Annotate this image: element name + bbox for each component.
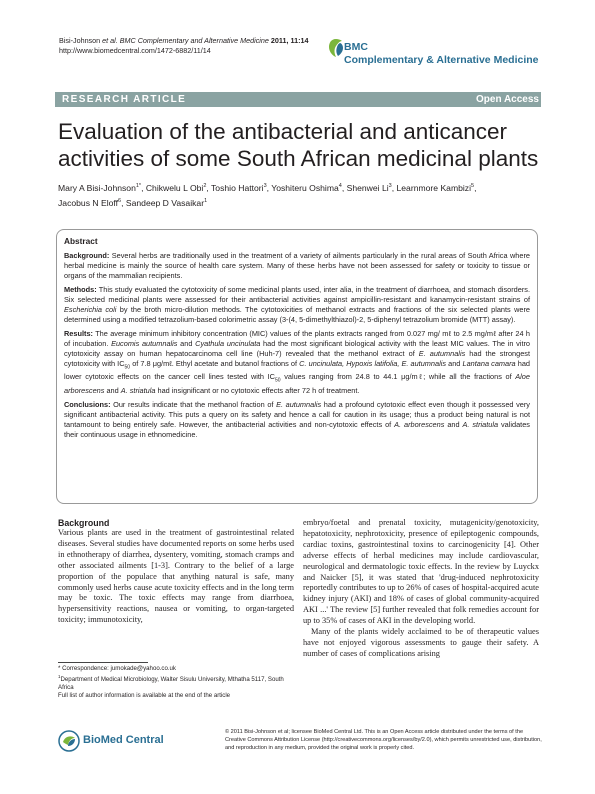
abstract-background: Background: Several herbs are traditionally used in the treatment of a variety of ailments particularly in the rural areas of South Africa where herbal medicine is mainly the source of health care system. Many of these herbs have not been assessed for safety or toxicity to tissue or organs of the mammalian recipients. [64, 251, 530, 280]
journal-name: Complementary & Alternative Medicine [344, 54, 539, 66]
author[interactable]: Toshio Hattori$^3$ [211, 182, 267, 193]
author[interactable]: Chikwelu L Obi$^2$ [145, 182, 207, 193]
citation-header [59, 36, 308, 56]
author-line-1: Mary A Bisi-Johnson$^{1*}$, Chikwelu L Obi$^2$, Toshio Hattori$^3$, Yoshiteru Oshima$^4$, Shenwei Li$^3$, Learnmore Kambizi$^5$, [58, 182, 477, 193]
author-line-2: Jacobus N Eloff$^6$, Sandeep D Vasaikar$^1$ [58, 197, 208, 208]
section-label: RESEARCH ARTICLE [62, 94, 187, 105]
author[interactable]: Shenwei Li$^3$ [346, 182, 392, 193]
license-text: © 2011 Bisi-Johnson et al; licensee BioMed Central Ltd. This is an Open Access article distributed under the terms of the Creative Commons Attribution License (http://creativecommons.org/licenses/by/2.0), which permits unrestricted use, distribution, and reproduction in any medium, provided the original work is properly cited. [225, 729, 542, 751]
citation-volume: 2011, 11:14 [268, 36, 309, 45]
body-right-column [303, 518, 539, 660]
author[interactable]: Yoshiteru Oshima$^4$ [271, 182, 342, 193]
abstract-heading: Abstract [64, 236, 98, 246]
body-paragraph: embryo/foetal and prenatal toxicity, mutagenicity/genotoxicity, hepatotoxicity, nephrotoxicity, presence of epileptogenic compounds, cardiac toxins, gastrointestinal toxins to carcinogenicity [4]. Other adverse effects of herbal medicines may include cardiovascular, neurological and dermatologic toxic effects. In the review by Luyckx and Naicker [5], it was stated that 'drug-induced nephrotoxicity reportedly contributes to up to 26% of cases of hospital-acquired acute kidney injury (AKI) and 18% of cases of global community-acquired AKI ...' The review [5] further revealed that folk remedies account for up to 35% of cases of AKI in the developing world. [303, 518, 539, 626]
brand-name: BMC [344, 41, 368, 53]
article-title: Evaluation of the antibacterial and anticancer activities of some South African medicinal plants [58, 119, 539, 171]
correspondence-note: * Correspondence: jumokade@yahoo.co.uk [58, 665, 176, 672]
open-access-label: Open Access [476, 94, 539, 105]
abstract-conclusions: Conclusions: Our results indicate that the methanol fraction of E. autumnalis had a profound cytotoxic effect even though it possessed very significant antibacterial activity. This puts a query on its safety and hence a call for caution in its usage; thus a product being natural is not tantamount to being entirely safe. However, the antibacterial activities and non-cytotoxic effects of A. arborescens and A. striatula validates their continuous usage in ethnomedicine. [64, 399, 530, 439]
author-list [58, 180, 548, 210]
abstract-box [56, 229, 538, 504]
author[interactable]: Sandeep D Vasaikar$^1$ [125, 197, 208, 208]
author[interactable]: Mary A Bisi-Johnson$^{1*}$ [58, 182, 142, 193]
footnote-divider [58, 662, 148, 663]
full-list-note: Full list of author information is available at the end of the article [58, 692, 231, 700]
biomed-central-logo-icon [58, 730, 80, 752]
body-left-column: Various plants are used in the treatment of gastrointestinal related diseases. Several studies have documented reports on some herbs used in ethnotherapy of diarrhea, dysentery, vomiting, stomach cramps and other associated ailments [1-3]. Contrary to the belief of a large proportion of the populace that anything natural is safe, many commonly used herbs cause acute toxicity effects and in the long term may be toxic. The toxic effects may range from diarrhoea, hypersensitivity reactions, nausea or vomiting, to organ-targeted toxicity; immunotoxicity, [58, 528, 294, 625]
citation-etal: et al. [102, 36, 118, 45]
affiliation-note: $^1$Department of Medical Microbiology, Walter Sisulu University, Mthatha 5117, South Africa [58, 674, 284, 692]
biomed-central-logo-text: BioMed Central [83, 734, 164, 746]
background-heading: Background [58, 518, 110, 528]
bmc-logo-icon [328, 38, 344, 58]
abstract-methods: Methods: This study evaluated the cytotoxicity of some medicinal plants used, inter alia, in the treatment of diarrhoea, and stomach disorders. Six selected medicinal plants were assessed for their antibacterial activities against ampicillin-resistant and kanamycin-resistant strains of Escherichia coli by the broth micro-dilution methods. The cytotoxicities of methanol extracts and fractions of the six selected plants were determined using a modified tetrazolium-based colorimetric assay (3-(4, 5-dimethylthiazol)-2, 5-diphenyl tetrazolium bromide (MTT) assay). [64, 285, 530, 324]
author[interactable]: Learnmore Kambizi$^5$ [396, 182, 475, 193]
citation-authors: Bisi-Johnson [59, 36, 103, 45]
citation-line-1 [59, 36, 308, 46]
citation-journal: BMC Complementary and Alternative Medicine [117, 36, 269, 45]
abstract-results: Results: The average minimum inhibitory concentration (MIC) values of the plants extracts ranged from 0.027 mg/ mℓ to 2.5 mg/mℓ after 24 h of incubation. Eucomis autumnalis and Cyathula uncinulata had the most significant biological activity with the least MIC values. The in vitro cytotoxicity assay on human hepatocarcinoma cell line (Huh-7) revealed that the methanol extract of E. autumnalis had the strongest cytotoxicity with $IC_{50}$ of 7.8 μg/mℓ. Ethyl acetate and butanol fractions of C. uncinulata, Hypoxis latifolia, E. autumnalis and Lantana camara had lower cytotoxic effects on the cancer cell lines tested with $IC_{50}$ values ranging from 24.8 to 44.1 μg/mℓ; while all the fractions of Aloe arborescens and A. striatula had insignificant or no cytotoxic effects after 72 h of treatment. [64, 329, 531, 395]
body-paragraph: Many of the plants widely acclaimed to be of therapeutic values have not enjoyed vigorous assessments to gauge their safety. A number of cases of complications arising [303, 627, 539, 658]
footnotes [58, 665, 294, 700]
author[interactable]: Jacobus N Eloff$^6$ [58, 197, 122, 208]
citation-url[interactable]: http://www.biomedcentral.com/1472-6882/11/14 [59, 46, 211, 55]
